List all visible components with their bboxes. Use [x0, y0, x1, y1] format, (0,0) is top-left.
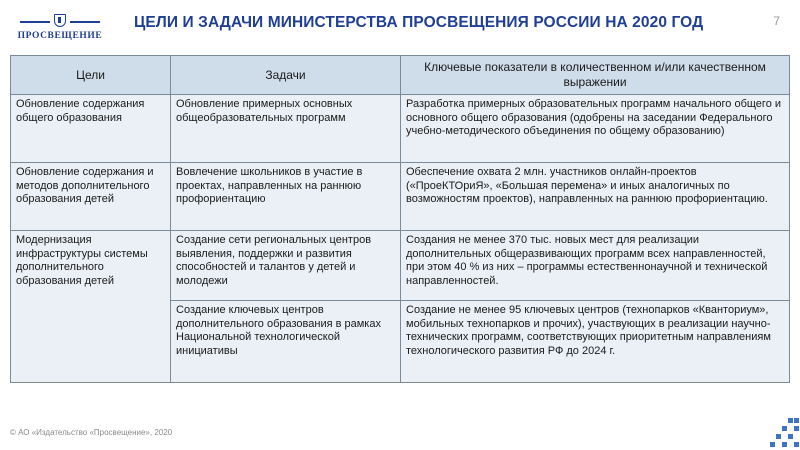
table-row	[11, 95, 790, 163]
task-cell: Создание ключевых центров дополнительного образования в рамках Национальной технологической инициативы	[171, 301, 401, 383]
kpi-cell: Создания не менее 370 тыс. новых мест для реализации дополнительных общеразвивающих программ всех направленностей, при этом 40 % из них – программы естественнонаучной и технической направленностей.	[401, 231, 790, 301]
column-header-kpi: Ключевые показатели в количественном и/или качественном выражении	[401, 56, 790, 95]
column-header-goals: Цели	[11, 56, 171, 95]
column-header-tasks: Задачи	[171, 56, 401, 95]
table-row	[11, 231, 790, 301]
goal-cell: Обновление содержания и методов дополнительного образования детей	[11, 163, 171, 231]
logo-emblem-icon	[20, 14, 100, 28]
page-number: 7	[773, 14, 780, 28]
kpi-cell: Обеспечение охвата 2 млн. участников онлайн-проектов («ПроеКТОриЯ», «Большая перемена» и иных аналогичных по возможностям проектов), направленных на раннюю профориентацию.	[401, 163, 790, 231]
table-row	[11, 163, 790, 231]
copyright-footer: © АО «Издательство «Просвещение», 2020	[10, 428, 173, 437]
corner-pattern-icon	[756, 414, 800, 450]
page-title: ЦЕЛИ И ЗАДАЧИ МИНИСТЕРСТВА ПРОСВЕЩЕНИЯ РОССИИ НА 2020 ГОД	[134, 14, 704, 31]
kpi-cell: Разработка примерных образовательных программ начального общего и основного общего образования (одобрены на заседании Федерального учебно-методического объединения по общему образованию)	[401, 95, 790, 163]
task-cell: Создание сети региональных центров выявления, поддержки и развития способностей и талантов у детей и молодежи	[171, 231, 401, 301]
publisher-logo	[14, 14, 106, 44]
logo-text: ПРОСВЕЩЕНИЕ	[17, 31, 103, 41]
task-cell: Вовлечение школьников в участие в проектах, направленных на раннюю профориентацию	[171, 163, 401, 231]
task-cell: Обновление примерных основных общеобразовательных программ	[171, 95, 401, 163]
goals-table	[10, 55, 790, 383]
goal-cell: Обновление содержания общего образования	[11, 95, 171, 163]
goal-cell: Модернизация инфраструктуры системы дополнительного образования детей	[11, 231, 171, 383]
kpi-cell: Создание не менее 95 ключевых центров (технопарков «Кванториум», мобильных технопарков и прочих), участвующих в реализации научно-технических программ, соответствующих приоритетным направлениям технологического развития РФ до 2024 г.	[401, 301, 790, 383]
table-header-row	[11, 56, 790, 95]
